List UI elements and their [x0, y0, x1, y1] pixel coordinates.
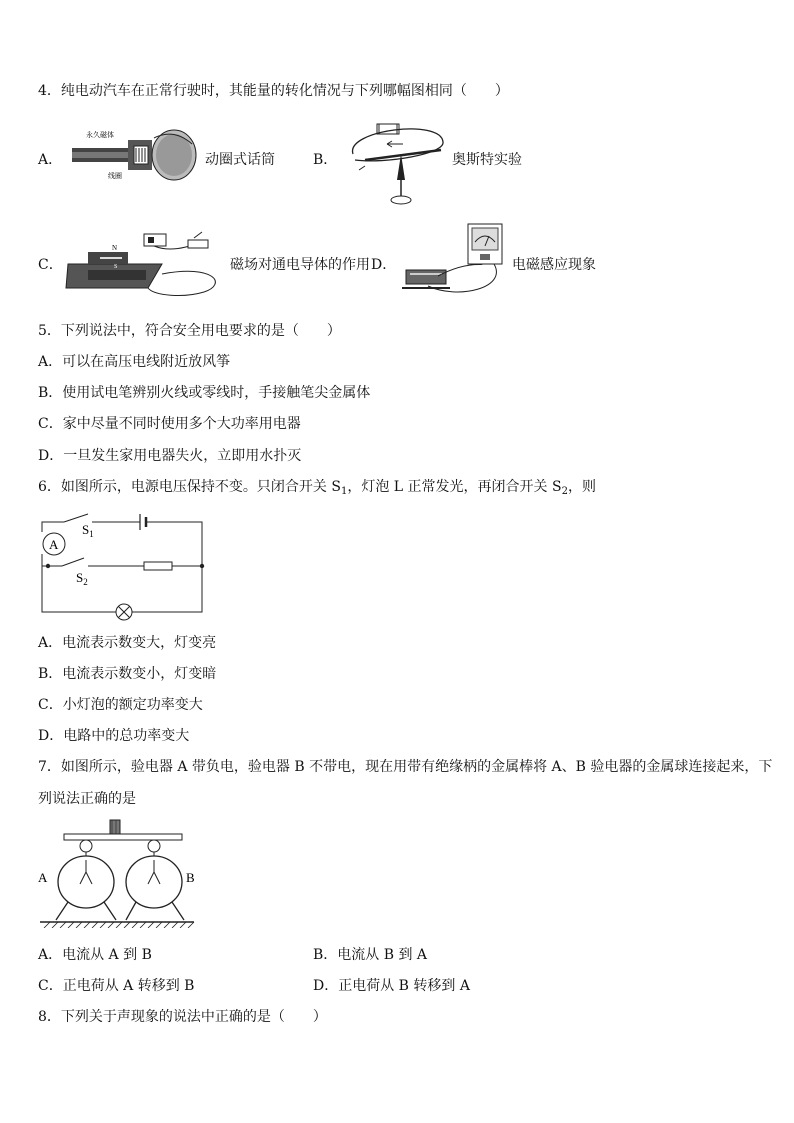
q4-option-b-letter: B． [313, 152, 338, 168]
q7-electroscope-figure [36, 818, 200, 928]
q4-figure-microphone [70, 128, 202, 182]
q4-option-a-text: 动圈式话筒 [205, 152, 275, 168]
q7-stem-line1: 7．如图所示，验电器 A 带负电，验电器 B 不带电，现在用带有绝缘柄的金属棒将 A、B 验电器的金属球连接起来，下 [38, 759, 773, 775]
q4-option-d-text: 电磁感应现象 [512, 257, 596, 273]
q6-option-c: C．小灯泡的额定功率变大 [38, 697, 203, 713]
q4-fig-c-label-s: S [114, 264, 118, 270]
q4-option-c-letter: C． [38, 257, 63, 273]
q7-label-a: A [38, 870, 48, 885]
q7-option-b: B．电流从 B 到 A [313, 947, 428, 963]
q5-option-b: B．使用试电笔辨别火线或零线时，手接触笔尖金属体 [38, 385, 371, 401]
q7-option-a: A．电流从 A 到 B [38, 947, 152, 963]
q6-s1-label: $S_1$ [82, 522, 94, 539]
q7-option-d: D．正电荷从 B 转移到 A [313, 978, 470, 994]
q4-option-c-text: 磁场对通电导体的作用 [230, 257, 370, 273]
q5-option-a: A．可以在高压电线附近放风筝 [38, 354, 231, 370]
q7-stem-line2: 列说法正确的是 [38, 791, 136, 807]
q5-stem: 5．下列说法中，符合安全用电要求的是（ ） [38, 323, 341, 339]
q4-option-a-letter: A． [38, 152, 63, 168]
q6-ammeter-label: A [49, 537, 59, 552]
q4-fig-c-label-n: N [112, 244, 118, 252]
q5-option-c: C．家中尽量不同时使用多个大功率用电器 [38, 416, 301, 432]
q7-option-c: C．正电荷从 A 转移到 B [38, 978, 195, 994]
q4-figure-oersted [345, 120, 447, 208]
q4-figure-induction [398, 222, 508, 300]
q6-circuit-diagram [36, 510, 208, 622]
q7-label-b: B [186, 870, 195, 885]
q4-stem: 4．纯电动汽车在正常行驶时，其能量的转化情况与下列哪幅图相同（ ） [38, 83, 509, 99]
q6-stem: 6．如图所示，电源电压保持不变。只闭合开关 $S_1$，灯泡 L 正常发光，再闭合开关 $S_2$，则 [38, 479, 596, 497]
q4-fig-a-label-magnet: 永久磁体 [86, 131, 114, 139]
q6-option-d: D．电路中的总功率变大 [38, 728, 190, 744]
q5-option-d: D．一旦发生家用电器失火，立即用水扑灭 [38, 448, 302, 464]
q6-s2-label: $S_2$ [76, 570, 88, 587]
q8-stem: 8．下列关于声现象的说法中正确的是（ ） [38, 1009, 327, 1025]
q6-option-b: B．电流表示数变小，灯变暗 [38, 666, 217, 682]
q4-figure-motor-principle [64, 224, 228, 298]
q4-option-b-text: 奥斯特实验 [452, 152, 522, 168]
q4-fig-a-label-coil: 线圈 [108, 172, 122, 180]
q4-option-d-letter: D． [371, 257, 397, 273]
q6-option-a: A．电流表示数变大，灯变亮 [38, 635, 217, 651]
